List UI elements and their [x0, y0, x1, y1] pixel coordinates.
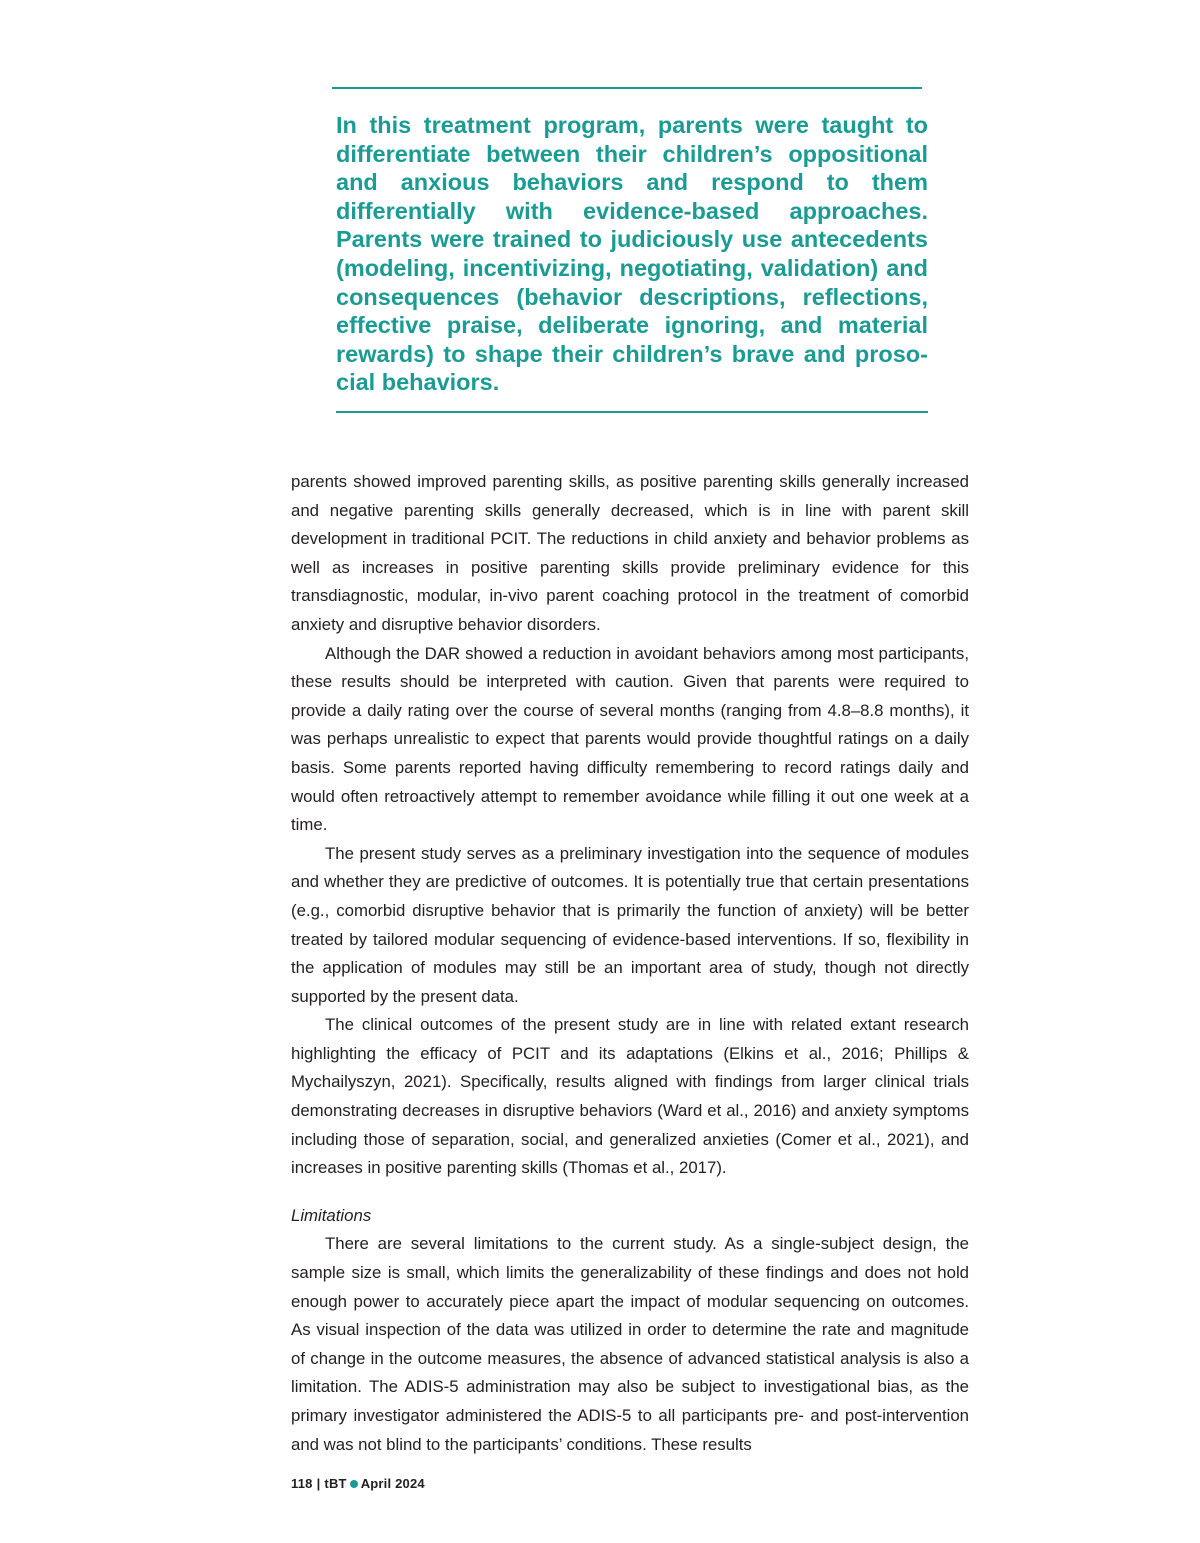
article-body — [291, 468, 969, 1459]
section-heading-limitations: Limitations — [291, 1205, 372, 1225]
pull-quote — [336, 87, 928, 413]
bullet-dot-icon — [350, 1480, 358, 1488]
paragraph-5: There are several limitations to the current study. As a single-subject design, the sample size is small, which limits the generalizability of these findings and does not hold enough power to accurately piece apart the impact of modular sequencing on outcomes. As visual inspection of the data was utilized in order to determine the rate and magnitude of change in the outcome measures, the absence of advanced statistical analysis is also a limitation. The ADIS-5 administration may also be subject to investigational bias, as the primary investigator administered the ADIS-5 to all participants pre- and post-intervention and was not blind to the participants’ conditions. These results — [291, 1234, 969, 1454]
footer-separator: | — [316, 1476, 321, 1491]
issue-date: April 2024 — [360, 1476, 425, 1491]
page-footer — [291, 1476, 425, 1491]
paragraph-1: parents showed improved parenting skills, as positive parenting skills generally increased and negative parenting skills generally decreased, which is in line with parent skill development in traditional PCIT. The reductions in child anxiety and behavior problems as well as increases in positive parenting skills provide preliminary evidence for this transdiagnostic, modular, in-vivo parent coaching protocol in the treatment of comorbid anxiety and disruptive behavior disorders. — [291, 472, 969, 634]
journal-name: tBT — [324, 1476, 347, 1491]
pull-quote-bottom-rule — [336, 411, 928, 413]
paragraph-2: Although the DAR showed a reduction in avoidant behaviors among most participants, these results should be interpreted with caution. Given that parents were required to provide a daily rating over the course of several months (ranging from 4.8–8.8 months), it was perhaps unrealistic to expect that parents would provide thoughtful ratings on a daily basis. Some parents reported having difficulty remembering to record ratings daily and would often retroactively attempt to remember avoidance while filling it out one week at a time. — [291, 643, 969, 835]
pull-quote-top-rule — [332, 87, 922, 89]
paragraph-4: The clinical outcomes of the present study are in line with related extant research highlighting the efficacy of PCIT and its adaptations (Elkins et al., 2016; Phillips & Mychailyszyn, 2021). Specifically, results aligned with findings from larger clinical trials demonstrating decreases in disruptive behaviors (Ward et al., 2016) and anxiety symptoms including those of separation, social, and generalized anxieties (Comer et al., 2021), and increases in positive parenting skills (Thomas et al., 2017). — [291, 1015, 969, 1178]
paragraph-3: The present study serves as a preliminary investigation into the sequence of modules and whether they are predictive of outcomes. It is potentially true that certain presentations (e.g., comorbid disruptive behavior that is primarily the function of anxiety) will be better treated by tailored modular sequencing of evidence-based interventions. If so, flexibility in the application of modules may still be an important area of study, though not directly supported by the present data. — [291, 843, 969, 1006]
page-number: 118 — [291, 1476, 313, 1491]
pull-quote-text: In this treatment program, parents were taught to differentiate between their children’s oppositional and anxious behaviors and respond to them differentially with evidence-based approaches. Parents were trained to judiciously use antecedents (modeling, incentivizing, negotiating, validation) and consequences (behavior descriptions, reflections, effective praise, deliberate ignoring, and material rewards) to shape their children’s brave and prosocial behaviors. — [336, 112, 928, 396]
